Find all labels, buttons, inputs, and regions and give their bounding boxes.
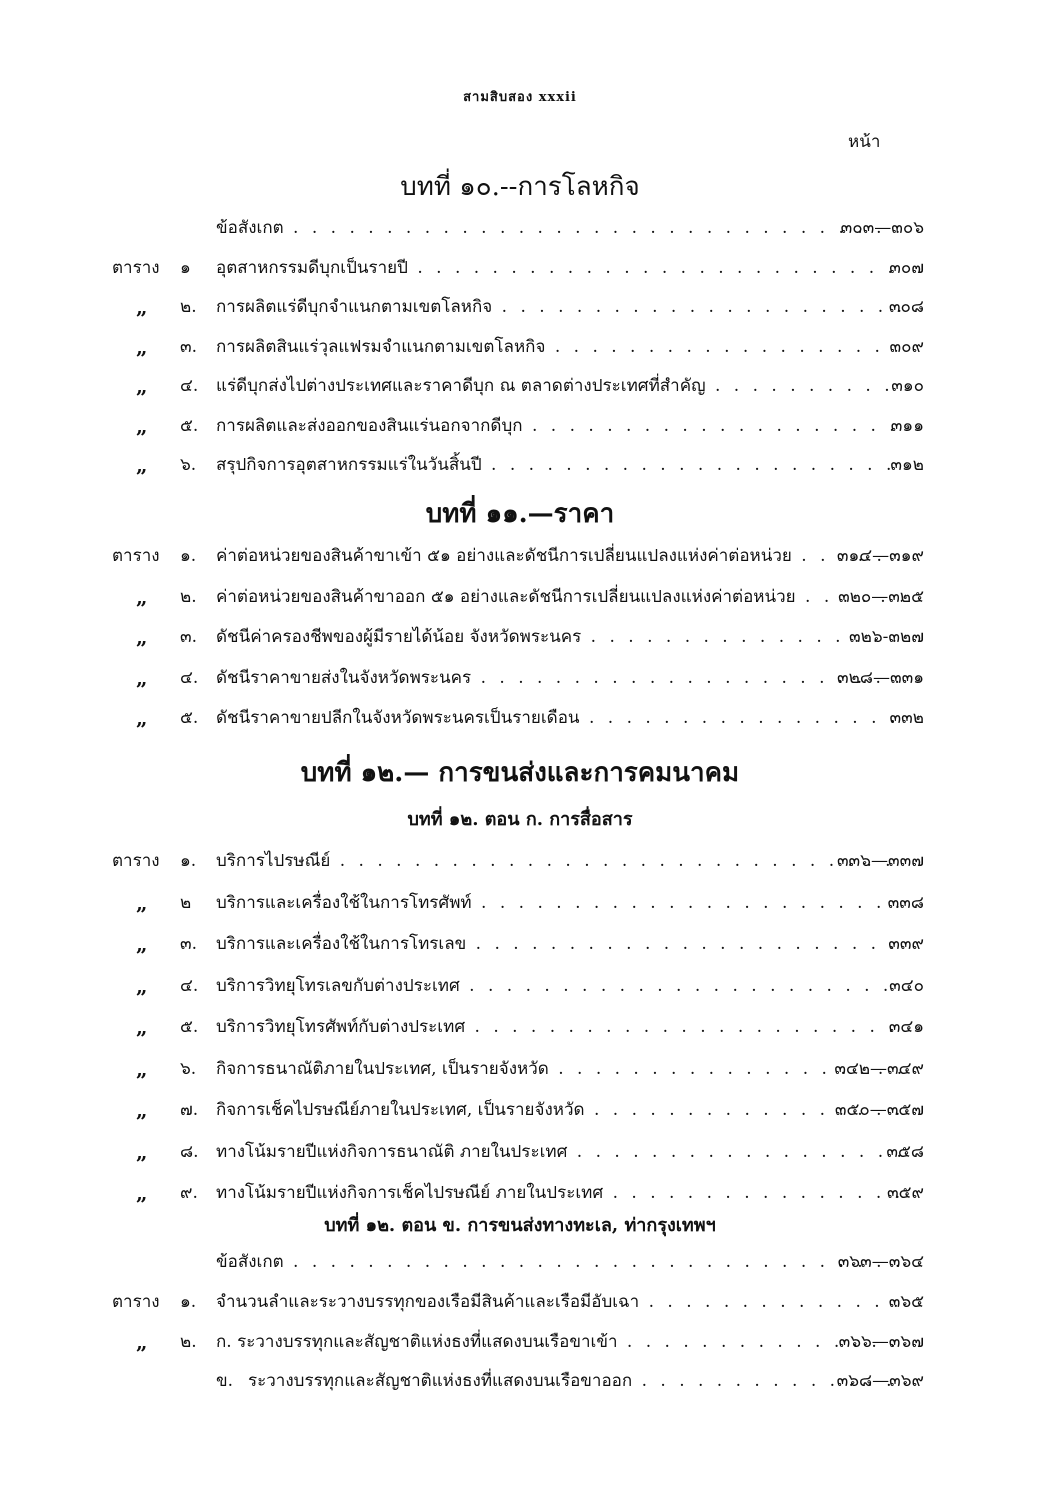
page-reference: ๓๖๘—๓๖๙: [836, 1371, 924, 1391]
entry-title: การผลิตสินแร่วุลแฟรมจำแนกตามเขตโลหกิจ . .: [216, 332, 902, 362]
chapter-12-heading: บทที่ ๑๒.— การขนส่งและการคมนาคม: [300, 758, 740, 788]
entry-title: อุตสาหกรรมดีบุกเป็นรายปี . .: [216, 253, 902, 283]
entry-title: ข้อสังเกต . .: [216, 1247, 902, 1277]
entry-number: ๓.: [180, 934, 198, 954]
page-reference: ๓๓๘: [887, 892, 924, 913]
page-reference: ๓๐๙: [889, 336, 924, 357]
entry-number: ๗.: [180, 1100, 199, 1120]
toc-row: [0, 1095, 1040, 1125]
entry-number: ๕.: [180, 708, 199, 728]
entry-number: ๕.: [180, 1017, 199, 1037]
ditto-mark: „: [136, 932, 148, 956]
row-lead-label: ตาราง: [112, 851, 160, 871]
entry-number: ๔.: [180, 376, 199, 396]
row-lead-label: ตาราง: [112, 546, 160, 566]
chapter-12-section-a-heading: บทที่ ๑๒. ตอน ก. การสื่อสาร: [407, 809, 633, 830]
toc-row: [0, 703, 1040, 733]
toc-row: [0, 1137, 1040, 1167]
toc-row: [0, 1247, 1040, 1277]
toc-row: [0, 929, 1040, 959]
ditto-mark: „: [136, 1181, 148, 1205]
toc-row: [0, 292, 1040, 322]
entry-title: ทางโน้มรายปีแห่งกิจการเช็คไปรษณีย์ ภายในประเทศ . .: [216, 1178, 902, 1208]
row-lead-label: ตาราง: [112, 1292, 160, 1312]
toc-row: [0, 622, 1040, 652]
entry-title: กิจการธนาณัติภายในประเทศ, เป็นรายจังหวัด . .: [216, 1054, 902, 1084]
toc-row: [0, 1327, 1040, 1357]
toc-row: [0, 213, 1040, 243]
entry-number: ๒.: [180, 297, 197, 317]
toc-row: [0, 541, 1040, 571]
entry-number: ๕.: [180, 415, 199, 436]
entry-title: ดัชนีราคาขายปลีกในจังหวัดพระนครเป็นรายเดือน . .: [216, 703, 902, 733]
ditto-mark: „: [136, 413, 148, 438]
entry-title: ค่าต่อหน่วยของสินค้าขาเข้า ๕๑ อย่างและดัชนีการเปลี่ยนแปลงแห่งค่าต่อหน่วย . .: [216, 541, 902, 571]
entry-number: ๖.: [180, 1058, 197, 1079]
page-reference: ๓๖๖—๓๖๗: [838, 1332, 924, 1352]
page-reference: ๓๐๓—๓๐๖: [840, 218, 924, 238]
page-reference: ๓๒๘—๓๓๑: [837, 667, 924, 688]
page-column-label: หน้า: [848, 132, 881, 152]
ditto-mark: „: [136, 334, 148, 359]
page-reference: ๓๐๗: [889, 257, 924, 278]
entry-number: ๑.: [180, 546, 197, 566]
entry-number: ๙.: [180, 1183, 198, 1203]
toc-row: [0, 971, 1040, 1001]
entry-title: จำนวนลำและระวางบรรทุกของเรือมีสินค้าและเรือมีอับเฉา . .: [216, 1287, 902, 1317]
entry-title: บริการและเครื่องใช้ในการโทรเลข . .: [216, 929, 902, 959]
page-reference: ๓๒๐—๓๒๕: [838, 586, 924, 607]
entry-number: ๑.: [180, 851, 197, 871]
toc-row: [0, 1012, 1040, 1042]
ditto-mark: „: [136, 295, 148, 319]
entry-title: ดัชนีราคาขายส่งในจังหวัดพระนคร . .: [216, 663, 902, 693]
ditto-mark: „: [136, 665, 148, 690]
entry-title: การผลิตแร่ดีบุกจำแนกตามเขตโลหกิจ . .: [216, 292, 902, 322]
toc-row: [0, 888, 1040, 918]
entry-title: กิจการเช็คไปรษณีย์ภายในประเทศ, เป็นรายจังหวัด . .: [216, 1095, 902, 1125]
entry-title: ข้อสังเกต . .: [216, 213, 902, 243]
page-reference: ๓๑๒: [890, 455, 924, 475]
entry-title: ก. ระวางบรรทุกและสัญชาติแห่งธงที่แสดงบนเรือขาเข้า . .: [216, 1327, 902, 1357]
entry-number: ๒.: [180, 1332, 197, 1352]
ditto-mark: „: [136, 584, 148, 609]
page-reference: ๓๔๒—๓๔๙: [834, 1058, 924, 1079]
page-reference: ๓๕๘: [886, 1141, 924, 1162]
entry-title: ทางโน้มรายปีแห่งกิจการธนาณัติ ภายในประเทศ . .: [216, 1137, 902, 1167]
entry-title: ดัชนีค่าครองชีพของผู้มีรายได้น้อย จังหวัดพระนคร . .: [216, 622, 902, 652]
toc-row-sub: [0, 1366, 1040, 1396]
chapter-12-section-b-heading: บทที่ ๑๒. ตอน ข. การขนส่งทางทะเล, ท่ากรุงเทพฯ: [324, 1215, 716, 1236]
page-reference: ๓๐๘: [888, 297, 924, 317]
page-reference: ๓๑๐: [891, 376, 924, 396]
entry-title: บริการวิทยุโทรเลขกับต่างประเทศ . .: [216, 971, 902, 1001]
sub-entry-key: ข.: [216, 1371, 234, 1391]
toc-row: [0, 1178, 1040, 1208]
ditto-mark: „: [136, 1056, 148, 1081]
entry-number: ๘.: [180, 1141, 199, 1162]
running-head: สามสิบสอง xxxii: [463, 90, 577, 105]
row-lead-label: ตาราง: [112, 257, 160, 278]
entry-number: ๔.: [180, 975, 199, 996]
toc-row: [0, 450, 1040, 480]
page-reference: ๓๔๐: [889, 975, 924, 996]
page-reference: ๓๖๕: [888, 1292, 924, 1312]
ditto-mark: „: [136, 1098, 148, 1122]
toc-row: [0, 582, 1040, 612]
entry-title: ค่าต่อหน่วยของสินค้าขาออก ๕๑ อย่างและดัชนีการเปลี่ยนแปลงแห่งค่าต่อหน่วย . .: [216, 582, 902, 612]
entry-title: สรุปกิจการอุตสาหกรรมแร่ในวันสิ้นปี . .: [216, 450, 902, 480]
entry-number: ๑: [180, 257, 191, 278]
chapter-11-heading: บทที่ ๑๑.—ราคา: [425, 499, 615, 529]
ditto-mark: „: [136, 453, 148, 477]
page-reference: ๓๒๖-๓๒๗: [849, 627, 924, 647]
page-reference: ๓๓๙: [888, 934, 924, 954]
toc-row: [0, 1287, 1040, 1317]
page-reference: ๓๑๑: [890, 415, 924, 436]
toc-row: [0, 1054, 1040, 1084]
page-reference: ๓๔๑: [888, 1017, 924, 1037]
page-reference: ๓๕๙: [887, 1183, 924, 1203]
entry-number: ๒: [180, 892, 192, 913]
page-reference: ๓๓๖—๓๓๗: [836, 851, 924, 871]
entry-number: ๔.: [180, 667, 199, 688]
toc-row: [0, 846, 1040, 876]
page-reference: ๓๓๒: [889, 708, 924, 728]
entry-number: ๓.: [180, 336, 198, 357]
entry-title: การผลิตและส่งออกของสินแร่นอกจากดีบุก . .: [216, 411, 902, 441]
toc-row: [0, 253, 1040, 283]
page-reference: ๓๖๓—๓๖๔: [837, 1252, 924, 1272]
entry-title: แร่ดีบุกส่งไปต่างประเทศและราคาดีบุก ณ ตลาดต่างประเทศที่สำคัญ . .: [216, 371, 902, 401]
entry-number: ๒.: [180, 586, 197, 607]
entry-title: บริการไปรษณีย์ . .: [216, 846, 902, 876]
page-reference: ๓๕๐—๓๕๗: [834, 1100, 924, 1120]
entry-number: ๖.: [180, 455, 197, 475]
ditto-mark: „: [136, 1015, 148, 1039]
entry-title: บริการและเครื่องใช้ในการโทรศัพท์ . .: [216, 888, 902, 918]
ditto-mark: „: [136, 973, 148, 998]
toc-row: [0, 411, 1040, 441]
chapter-10-heading: บทที่ ๑๐.--การโลหกิจ: [400, 172, 640, 202]
entry-number: ๓.: [180, 627, 198, 647]
toc-row: [0, 371, 1040, 401]
ditto-mark: „: [136, 1330, 148, 1354]
ditto-mark: „: [136, 706, 148, 730]
ditto-mark: „: [136, 1139, 148, 1164]
ditto-mark: „: [136, 374, 148, 398]
ditto-mark: „: [136, 890, 148, 915]
entry-title: บริการวิทยุโทรศัพท์กับต่างประเทศ . .: [216, 1012, 902, 1042]
entry-title: ระวางบรรทุกและสัญชาติแห่งธงที่แสดงบนเรือขาออก . .: [248, 1366, 902, 1396]
toc-row: [0, 332, 1040, 362]
page-reference: ๓๑๔—๓๑๙: [836, 546, 924, 566]
entry-number: ๑.: [180, 1292, 197, 1312]
toc-row: [0, 663, 1040, 693]
ditto-mark: „: [136, 625, 148, 649]
